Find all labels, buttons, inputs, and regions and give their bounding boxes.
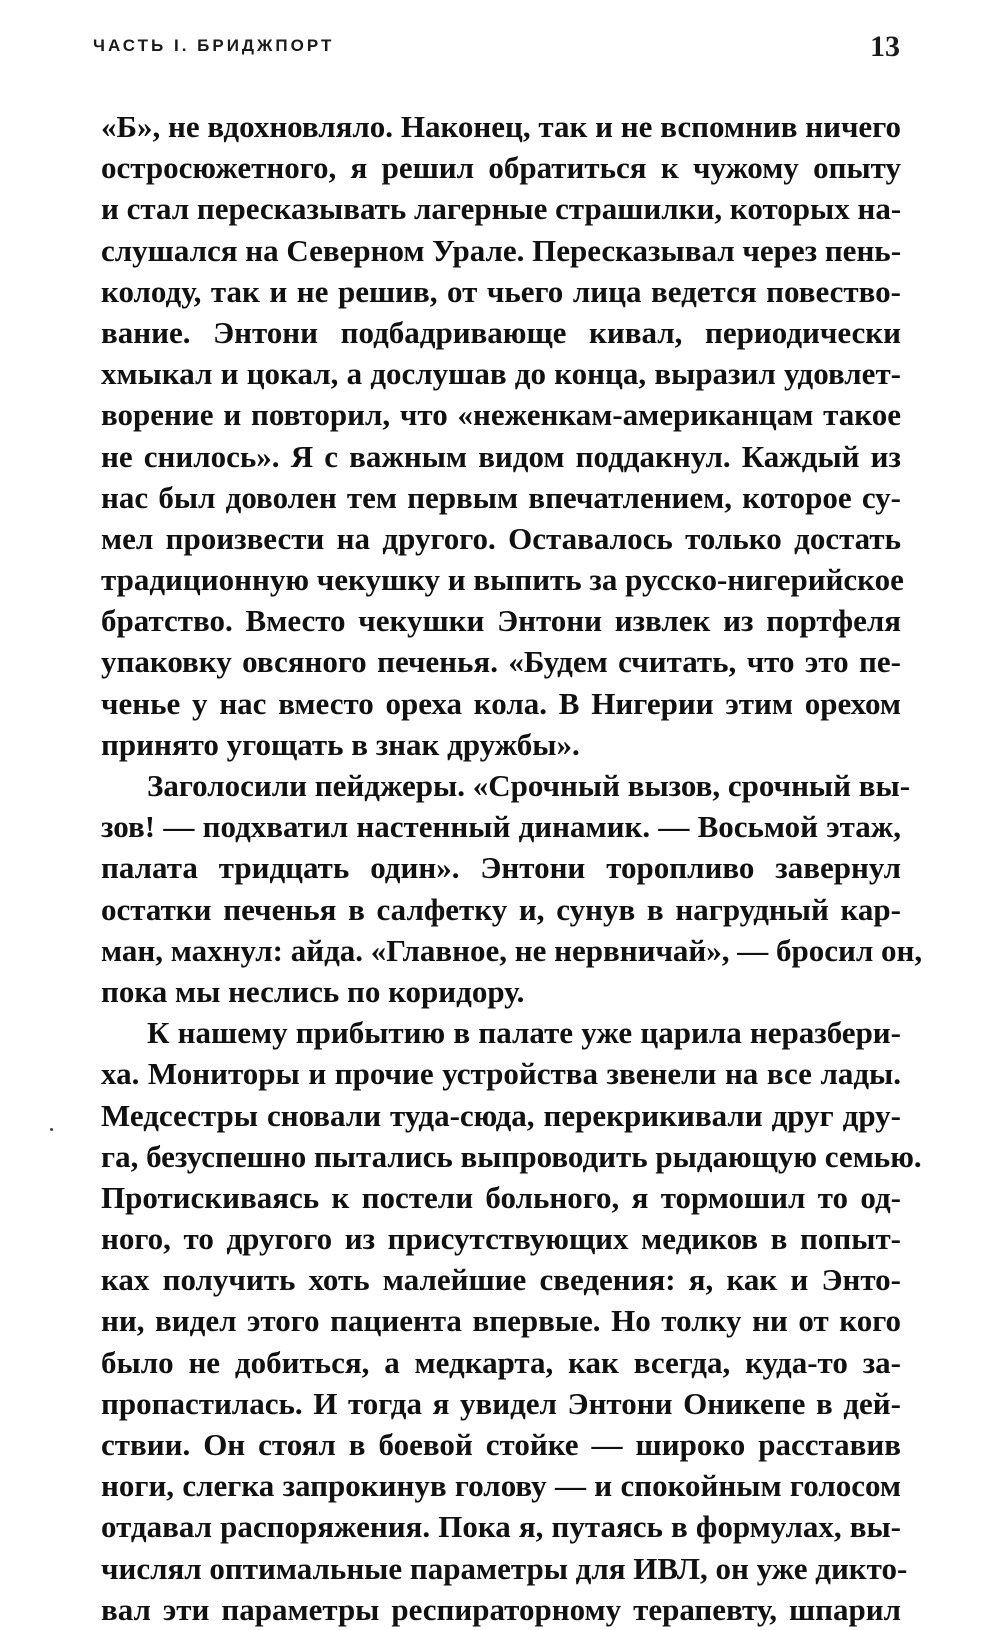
text-line: ман, махнул: айда. «Главное, не нервничай», — бросил он, [101,932,923,968]
text-line: упаковку овсяного печенья. «Будем считать, что это пе- [101,644,901,680]
scan-speck [50,1128,53,1131]
paragraph [101,765,923,1012]
text-line: было не добиться, а медкарта, как всегда, куда-то за- [101,1344,901,1380]
text-line: хмыкал и цокал, а дослушав до конца, выразил удовлет- [101,356,901,392]
text-line: ствии. Он стоял в боевой стойке — широко расставив [101,1427,901,1462]
text-line: колоду, так и не решив, от чьего лица ведется повество- [101,273,901,309]
text-line: ноги, слегка запрокинув голову — и спокойным голосом [101,1468,901,1504]
text-line: традиционную чекушку и выпить за русско-нигерийское [101,562,904,598]
text-line: ха. Мониторы и прочие устройства звенели на все лады. [101,1056,901,1092]
text-line: числял оптимальные параметры для ИВЛ, он уже дикто- [101,1550,908,1586]
text-line: Медсестры сновали туда-сюда, перекрикивали друг дру- [101,1097,901,1133]
text-line: принято угощать в знак дружбы». [101,726,580,762]
text-line: и стал пересказывать лагерные страшилки, которых на- [101,191,902,227]
text-line: остросюжетного, я решил обратиться к чужому опыту [101,150,901,186]
text-line: нас был доволен тем первым впечатлением, которое су- [101,479,901,515]
text-line: вал эти параметры респираторному терапевту, шпарил [101,1591,901,1627]
text-line: Заголосили пейджеры. «Срочный вызов, срочный вы- [147,768,911,803]
text-line: К нашему прибытию в палате уже царила неразбери- [147,1015,901,1051]
text-line: слушался на Северном Урале. Пересказывал через пень- [101,232,902,268]
page-number: 13 [870,30,900,63]
text-line: пропастилась. И тогда я увидел Энтони Оникепе в дей- [101,1385,901,1421]
text-line: палата тридцать один». Энтони торопливо завернул [101,850,901,886]
text-line: га, безуспешно пытались выпроводить рыдающую семью. [101,1138,922,1174]
body-text [101,106,923,1630]
text-line: мел произвести на другого. Оставалось только достать [101,520,901,556]
text-line: ках получить хоть малейшие сведения: я, как и Энто- [101,1262,901,1298]
text-line: остатки печенья в салфетку и, сунув в нагрудный кар- [101,891,901,927]
text-line: ни, видел этого пациента впервые. Но толку ни от кого [101,1303,901,1339]
text-line: вание. Энтони подбадривающе кивал, периодически [101,314,901,350]
text-line: братство. Вместо чекушки Энтони извлек из портфеля [101,603,901,639]
text-line: Протискиваясь к постели больного, я тормошил то од- [101,1179,901,1215]
text-line: зов! — подхватил настенный динамик. — Восьмой этаж, [101,809,901,845]
text-line: не снилось». Я с важным видом поддакнул. Каждый из [101,438,901,474]
text-line: ворение и повторил, что «неженкам-американцам такое [101,397,901,433]
text-line: ного, то другого из присутствующих медиков в попыт- [101,1221,901,1257]
paragraph [101,1012,922,1630]
running-header: ЧАСТЬ I. БРИДЖПОРТ [93,36,335,55]
text-line: пока мы неслись по коридору. [101,973,525,1009]
text-line: ченье у нас вместо ореха кола. В Нигерии этим орехом [101,685,901,721]
paragraph [101,106,904,765]
text-line: отдавал распоряжения. Пока я, путаясь в формулах, вы- [101,1509,901,1545]
text-line: «Б», не вдохновляло. Наконец, так и не вспомнив ничего [101,109,901,144]
